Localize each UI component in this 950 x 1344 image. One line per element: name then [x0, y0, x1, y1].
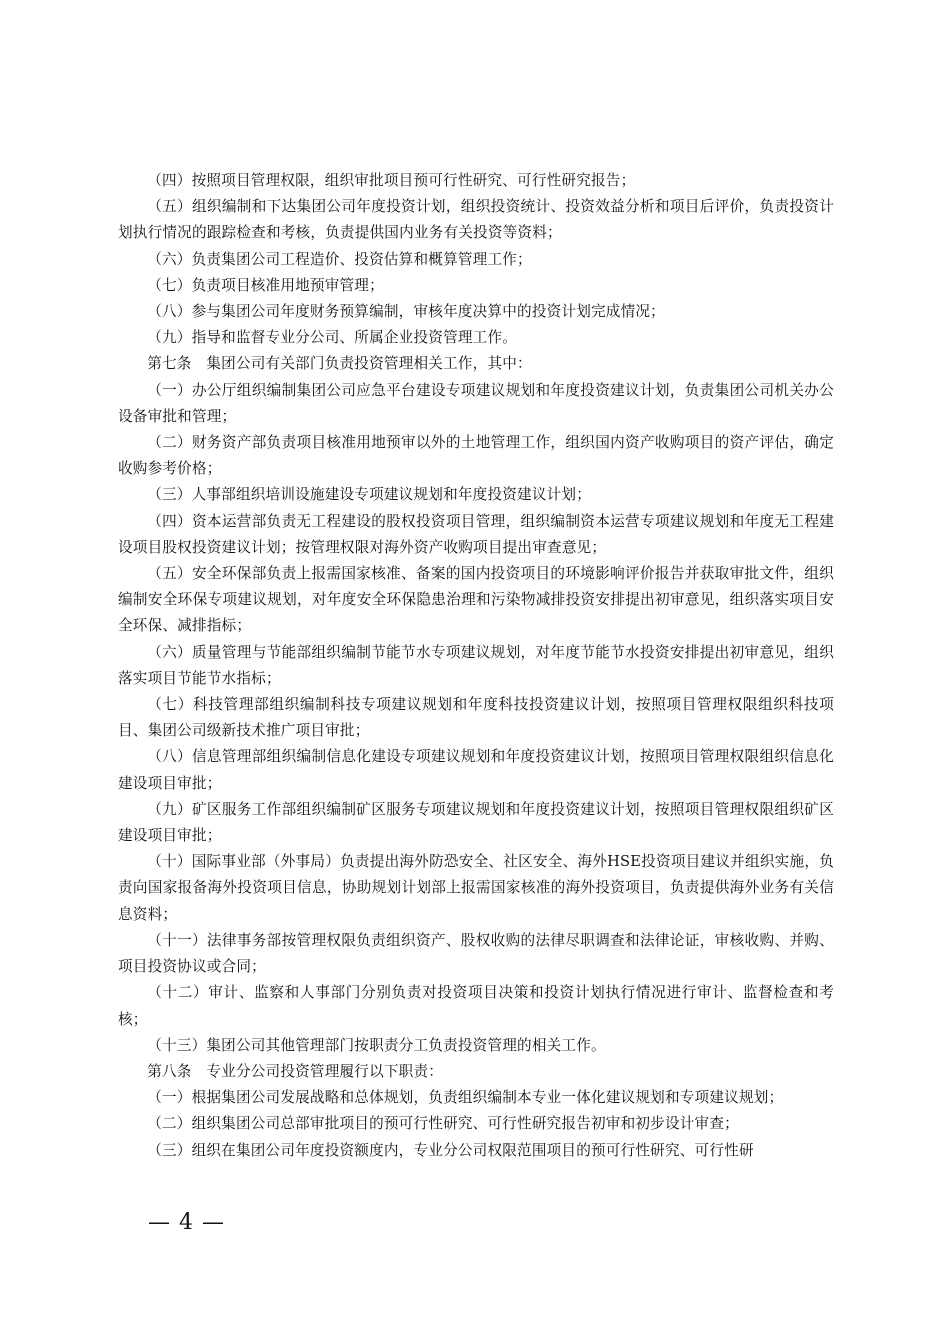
paragraph-art7-item-2: （二）财务资产部负责项目核准用地预审以外的土地管理工作，组织国内资产收购项目的资产评估，确定收购参考价格； — [118, 434, 834, 478]
paragraph-item-7-land: （七）负责项目核准用地预审管理； — [147, 276, 384, 294]
paragraph-art7-item-9: （九）矿区服务工作部组织编制矿区服务专项建议规划和年度投资建议计划，按照项目管理权限组织矿区建设项目审批； — [118, 800, 834, 845]
paragraph-art8-item-3: （三）组织在集团公司年度投资额度内，专业分公司权限范围项目的预可行性研究、可行性研 — [147, 1141, 754, 1159]
article-7-heading: 第七条 集团公司有关部门负责投资管理相关工作，其中： — [147, 355, 532, 373]
paragraph-item-9-guidance: （九）指导和监督专业分公司、所属企业投资管理工作。 — [147, 329, 518, 347]
paragraph-item-8-budget: （八）参与集团公司年度财务预算编制，审核年度决算中的投资计划完成情况； — [147, 303, 665, 321]
article-8-heading: 第八条 专业分公司投资管理履行以下职责： — [147, 1062, 444, 1080]
paragraph-art7-item-12: （十二）审计、监察和人事部门分别负责对投资项目决策和投资计划执行情况进行审计、监督检查和考核； — [118, 984, 834, 1028]
paragraph-art7-item-5: （五）安全环保部负责上报需国家核准、备案的国内投资项目的环境影响评价报告并获取审批文件，组织编制安全环保专项建议规划，对年度安全环保隐患治理和污染物减排投资安排提出初审意见，组织落实项目安全环保、减排指标； — [118, 565, 834, 635]
paragraph-art7-item-4: （四）资本运营部负责无工程建设的股权投资项目管理，组织编制资本运营专项建议规划和年度无工程建设项目股权投资建议计划；按管理权限对海外资产收购项目提出审查意见； — [118, 512, 834, 556]
paragraph-art7-item-7: （七）科技管理部组织编制科技专项建议规划和年度科技投资建议计划，按照项目管理权限组织科技项目、集团公司级新技术推广项目审批； — [118, 696, 834, 740]
document-body — [118, 168, 834, 1164]
paragraph-art7-item-3: （三）人事部组织培训设施建设专项建议规划和年度投资建议计划； — [147, 486, 592, 504]
paragraph-item-5-annual-plan: （五）组织编制和下达集团公司年度投资计划，组织投资统计、投资效益分析和项目后评价，负责投资计划执行情况的跟踪检查和考核，负责提供国内业务有关投资等资料； — [118, 198, 834, 242]
paragraph-art8-item-2: （二）组织集团公司总部审批项目的预可行性研究、可行性研究报告初审和初步设计审查； — [147, 1115, 739, 1133]
page-number: — 4 — — [148, 1210, 225, 1235]
paragraph-art7-item-6: （六）质量管理与节能部组织编制节能节水专项建议规划，对年度节能节水投资安排提出初审意见，组织落实项目节能节水指标； — [118, 643, 834, 687]
paragraph-art7-item-13: （十三）集团公司其他管理部门按职责分工负责投资管理的相关工作。 — [147, 1036, 606, 1054]
paragraph-item-6-cost: （六）负责集团公司工程造价、投资估算和概算管理工作； — [147, 250, 532, 268]
paragraph-art7-item-1: （一）办公厅组织编制集团公司应急平台建设专项建议规划和年度投资建议计划，负责集团公司机关办公设备审批和管理； — [118, 381, 834, 425]
paragraph-art7-item-8: （八）信息管理部组织编制信息化建设专项建议规划和年度投资建议计划，按照项目管理权限组织信息化建设项目审批； — [118, 748, 834, 792]
paragraph-item-4-approval: （四）按照项目管理权限，组织审批项目预可行性研究、可行性研究报告； — [147, 172, 636, 189]
paragraph-art7-item-11: （十一）法律事务部按管理权限负责组织资产、股权收购的法律尽职调查和法律论证，审核收购、并购、项目投资协议或合同； — [118, 931, 834, 976]
paragraph-art8-item-1: （一）根据集团公司发展战略和总体规划，负责组织编制本专业一体化建议规划和专项建议规划； — [147, 1089, 784, 1107]
paragraph-art7-item-10: （十）国际事业部（外事局）负责提出海外防恐安全、社区安全、海外HSE投资项目建议并组织实施，负责向国家报备海外投资项目信息，协助规划计划部上报需国家核准的海外投资项目，负责提供海外业务有关信息资料； — [118, 853, 834, 923]
